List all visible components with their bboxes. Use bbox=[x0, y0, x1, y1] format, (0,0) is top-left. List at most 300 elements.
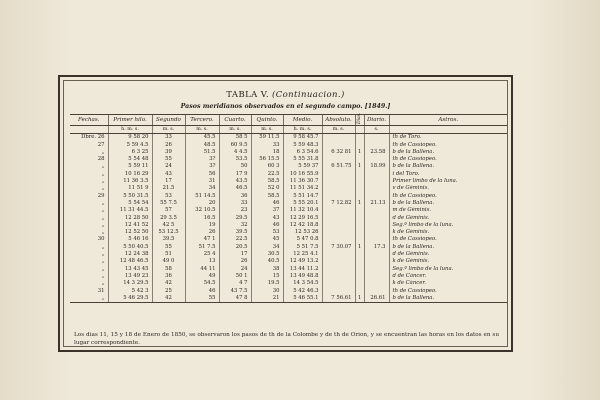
table-cell: 43 7.5 bbox=[219, 288, 251, 295]
table-cell bbox=[364, 266, 389, 273]
table-cell: th de Cassiopeo. bbox=[389, 156, 507, 163]
table-cell: 60 3 bbox=[251, 163, 283, 170]
table-cell: 55 bbox=[152, 156, 185, 163]
table-cell: 12 49 13.2 bbox=[283, 258, 322, 265]
table-cell: 5 59 48.3 bbox=[283, 142, 322, 149]
table-cell bbox=[322, 236, 355, 243]
table-cell: 13 bbox=[185, 258, 219, 265]
table-row bbox=[70, 288, 507, 295]
table-cell bbox=[355, 178, 364, 185]
table-cell: 42 bbox=[152, 295, 185, 303]
table-cell: 1 bbox=[355, 295, 364, 303]
table-cell: 46 bbox=[251, 222, 283, 229]
table-cell bbox=[364, 251, 389, 258]
table-cell: 22.5 bbox=[251, 171, 283, 178]
table-cell bbox=[322, 273, 355, 280]
table-cell: 57 bbox=[152, 207, 185, 214]
table-cell: 7 12.82 bbox=[322, 200, 355, 207]
table-cell bbox=[355, 266, 364, 273]
table-cell bbox=[364, 236, 389, 243]
table-cell bbox=[364, 280, 389, 287]
table-cell: „ bbox=[101, 272, 105, 279]
table-cell: 26.61 bbox=[364, 295, 389, 303]
table-cell: 12 48 46.5 bbox=[108, 258, 152, 265]
table-cell bbox=[355, 273, 364, 280]
table-cell: 53 bbox=[251, 229, 283, 236]
table-row bbox=[70, 171, 507, 178]
table-row bbox=[70, 185, 507, 192]
table-cell: 58.5 bbox=[251, 178, 283, 185]
table-cell bbox=[364, 288, 389, 295]
table-cell bbox=[364, 142, 389, 149]
table-cell: 42 5 bbox=[152, 222, 185, 229]
table-cell: 26 bbox=[219, 258, 251, 265]
table-cell: 11 31 44.5 bbox=[108, 207, 152, 214]
table-cell: 43.5 bbox=[219, 178, 251, 185]
column-header: Quinto. bbox=[251, 115, 283, 126]
table-cell: 47 1 bbox=[185, 236, 219, 243]
table-cell bbox=[364, 178, 389, 185]
units-row bbox=[70, 126, 507, 134]
table-cell: „ bbox=[101, 207, 105, 214]
table-cell bbox=[364, 193, 389, 200]
unit-label bbox=[389, 126, 507, 134]
table-cell: th de Cassiopeo. bbox=[389, 142, 507, 149]
table-cell: Seg.º limbo de la luna. bbox=[389, 266, 507, 273]
table-cell: 60 9.5 bbox=[219, 142, 251, 149]
table-cell: Seg.º limbo de la luna. bbox=[389, 222, 507, 229]
table-cell: 50 bbox=[219, 163, 251, 170]
table-inner-border bbox=[63, 80, 508, 347]
table-cell: 5 46 16 bbox=[108, 236, 152, 243]
table-cell: 51.5 bbox=[185, 149, 219, 156]
table-cell: 55 bbox=[152, 244, 185, 251]
table-cell: „ bbox=[70, 295, 108, 303]
table-cell: 11 32 10.4 bbox=[283, 207, 322, 214]
table-cell: 47 8 bbox=[219, 295, 251, 303]
header-row bbox=[70, 115, 507, 126]
table-cell: 11 36 30.7 bbox=[283, 178, 322, 185]
table-cell bbox=[322, 288, 355, 295]
observations-table-wrapper bbox=[70, 114, 507, 303]
table-cell: 10 16 29 bbox=[108, 171, 152, 178]
table-cell: k de Géminis. bbox=[389, 229, 507, 236]
table-cell: 29.5 bbox=[219, 215, 251, 222]
table-cell: 46 bbox=[185, 288, 219, 295]
table-cell: „ bbox=[101, 251, 105, 258]
table-cell bbox=[355, 251, 364, 258]
table-cell bbox=[364, 134, 389, 142]
table-cell: 12 52 50 bbox=[108, 229, 152, 236]
table-cell: 39.5 bbox=[152, 236, 185, 243]
table-cell: 19.5 bbox=[251, 280, 283, 287]
table-cell: 26 bbox=[152, 142, 185, 149]
table-cell: 24 bbox=[219, 266, 251, 273]
table-cell: 56 bbox=[185, 171, 219, 178]
table-cell: 20.5 bbox=[219, 244, 251, 251]
table-title bbox=[64, 90, 507, 100]
table-cell: 53 bbox=[152, 193, 185, 200]
table-cell: 5 55 31.8 bbox=[283, 156, 322, 163]
table-row bbox=[70, 229, 507, 236]
unit-label: m. s. bbox=[185, 126, 219, 134]
table-cell: 32 bbox=[219, 222, 251, 229]
table-cell: 6 3 25 bbox=[108, 149, 152, 156]
column-header: Segundo bbox=[152, 115, 185, 126]
table-subtitle: Pasos meridianos observados en el segundo campo. [1849.] bbox=[180, 103, 391, 110]
table-cell: „ bbox=[101, 148, 105, 155]
table-cell: 1 bbox=[355, 149, 364, 156]
table-row bbox=[70, 244, 507, 251]
unit-label: s. bbox=[364, 126, 389, 134]
table-cell: 7 30.07 bbox=[322, 244, 355, 251]
table-cell: Primer limbo de la luna. bbox=[389, 178, 507, 185]
table-cell: 7 56.61 bbox=[322, 295, 355, 303]
table-cell: 5 59 37 bbox=[283, 163, 322, 170]
column-header: Medio. bbox=[283, 115, 322, 126]
table-row bbox=[70, 134, 507, 142]
table-cell: 34 bbox=[185, 185, 219, 192]
table-cell: 11 51 9 bbox=[108, 185, 152, 192]
table-cell: 5 42 46.3 bbox=[283, 288, 322, 295]
observations-table bbox=[70, 114, 507, 303]
unit-label: m. s. bbox=[219, 126, 251, 134]
table-cell: 4 7 bbox=[219, 280, 251, 287]
table-cell: 17 bbox=[219, 251, 251, 258]
table-cell bbox=[322, 185, 355, 192]
table-cell: v de Géminis. bbox=[389, 185, 507, 192]
table-cell: 31 bbox=[185, 178, 219, 185]
table-cell: 50 1 bbox=[219, 273, 251, 280]
table-cell: 20 bbox=[185, 200, 219, 207]
table-cell: 10 16 55.9 bbox=[283, 171, 322, 178]
table-cell bbox=[364, 258, 389, 265]
table-cell: 1 bbox=[355, 200, 364, 207]
table-cell: „ bbox=[101, 243, 105, 250]
table-cell bbox=[355, 207, 364, 214]
table-cell: 13 43 45 bbox=[108, 266, 152, 273]
table-cell: b de la Ballena. bbox=[389, 200, 507, 207]
table-cell: 58 5 bbox=[219, 134, 251, 142]
table-cell: b de la Ballena. bbox=[389, 163, 507, 170]
table-cell: 21.5 bbox=[152, 185, 185, 192]
table-cell: 51 7.5 bbox=[185, 244, 219, 251]
table-cell: th de Cassiopeo. bbox=[389, 193, 507, 200]
table-row bbox=[70, 295, 507, 303]
unit-label: h. m. s. bbox=[108, 126, 152, 134]
table-cell: 5 46 55.1 bbox=[283, 295, 322, 303]
table-cell bbox=[364, 222, 389, 229]
table-cell: 30 bbox=[251, 288, 283, 295]
table-cell: 55 bbox=[185, 295, 219, 303]
table-cell bbox=[355, 156, 364, 163]
table-cell bbox=[322, 222, 355, 229]
table-cell: 34 bbox=[251, 244, 283, 251]
table-cell: 21 bbox=[251, 295, 283, 303]
table-cell: 13 49 48.8 bbox=[283, 273, 322, 280]
table-cell: 12 25 4.1 bbox=[283, 251, 322, 258]
table-cell: 5 42 3 bbox=[108, 288, 152, 295]
table-cell bbox=[322, 193, 355, 200]
table-row bbox=[70, 280, 507, 287]
table-cell: 45.5 bbox=[185, 134, 219, 142]
table-cell: 12 42 18.8 bbox=[283, 222, 322, 229]
table-cell: „ bbox=[101, 258, 105, 265]
table-cell: 53.5 bbox=[219, 156, 251, 163]
table-row bbox=[70, 142, 507, 149]
table-cell: 5 55 20.1 bbox=[283, 200, 322, 207]
table-cell bbox=[322, 251, 355, 258]
column-header: Primer hilo. bbox=[108, 115, 152, 126]
table-title-continuation: (Continuacion.) bbox=[272, 90, 345, 100]
table-cell: th de Cassiopeo. bbox=[389, 288, 507, 295]
table-cell: 25 bbox=[152, 288, 185, 295]
table-cell: 6 32 81 bbox=[322, 149, 355, 156]
table-row bbox=[70, 156, 507, 163]
table-cell: k de Géminis. bbox=[389, 258, 507, 265]
footnote: Los dias 11, 15 y 18 de Enero de 1850, se observaron los pasos de th de la Colombe y de th de Orion, y se encuentran las horas en los datos en su lugar correspondiente. bbox=[74, 332, 499, 346]
table-cell: 39.5 bbox=[219, 229, 251, 236]
table-cell bbox=[322, 207, 355, 214]
table-cell: 59 11.5 bbox=[251, 134, 283, 142]
table-cell: 17 bbox=[152, 178, 185, 185]
table-cell: 12 24 38 bbox=[108, 251, 152, 258]
table-cell bbox=[355, 185, 364, 192]
table-cell: 5 50 40.5 bbox=[108, 244, 152, 251]
table-cell bbox=[355, 229, 364, 236]
table-cell: 39 bbox=[152, 149, 185, 156]
table-cell: „ bbox=[101, 280, 105, 287]
table-cell: 51 14.5 bbox=[185, 193, 219, 200]
table-cell: 12 29 16.5 bbox=[283, 215, 322, 222]
table-cell bbox=[322, 280, 355, 287]
table-cell: „ bbox=[101, 265, 105, 272]
unit-label: m. s. bbox=[152, 126, 185, 134]
column-header: Fechas. bbox=[70, 115, 108, 126]
table-cell: 18 bbox=[251, 149, 283, 156]
table-cell: 43 bbox=[152, 171, 185, 178]
table-cell bbox=[322, 178, 355, 185]
table-cell: 49 bbox=[185, 273, 219, 280]
table-cell: 5 51 7.5 bbox=[283, 244, 322, 251]
table-cell: 31 bbox=[97, 287, 105, 294]
table-cell: 46.5 bbox=[219, 185, 251, 192]
table-cell: 6 51.75 bbox=[322, 163, 355, 170]
table-cell bbox=[322, 142, 355, 149]
table-row bbox=[70, 178, 507, 185]
table-cell: 5 51 14.7 bbox=[283, 193, 322, 200]
table-cell: 55 7.5 bbox=[152, 200, 185, 207]
table-cell: b de la Ballena. bbox=[389, 295, 507, 303]
table-cell: 58.5 bbox=[251, 193, 283, 200]
table-cell: 17 9 bbox=[219, 171, 251, 178]
table-row bbox=[70, 215, 507, 222]
column-header: Tercero. bbox=[185, 115, 219, 126]
table-cell bbox=[355, 258, 364, 265]
table-cell: 6 3 54.6 bbox=[283, 149, 322, 156]
unit-label bbox=[355, 126, 364, 134]
table-cell: 45 bbox=[251, 236, 283, 243]
table-row bbox=[70, 207, 507, 214]
table-cell: 17.3 bbox=[364, 244, 389, 251]
table-cell: 11 36 3.5 bbox=[108, 178, 152, 185]
table-cell: „ bbox=[101, 185, 105, 192]
table-cell bbox=[364, 273, 389, 280]
table-cell: „ bbox=[101, 221, 105, 228]
table-cell bbox=[355, 142, 364, 149]
table-cell: i del Toro. bbox=[389, 171, 507, 178]
table-cell: 42 bbox=[152, 280, 185, 287]
table-row bbox=[70, 222, 507, 229]
table-cell: 49 0 bbox=[152, 258, 185, 265]
table-cell: 26 bbox=[185, 229, 219, 236]
table-row bbox=[70, 236, 507, 243]
table-cell: 25 4 bbox=[185, 251, 219, 258]
table-cell: b de la Ballena. bbox=[389, 149, 507, 156]
table-cell: 13 49 23 bbox=[108, 273, 152, 280]
table-cell: 12 41 52 bbox=[108, 222, 152, 229]
table-cell bbox=[322, 215, 355, 222]
table-cell bbox=[364, 156, 389, 163]
unit-label: m. s. bbox=[251, 126, 283, 134]
table-cell: 33 bbox=[219, 200, 251, 207]
table-cell: 29 3.5 bbox=[152, 215, 185, 222]
table-cell: 14 3 54.5 bbox=[283, 280, 322, 287]
table-row bbox=[70, 163, 507, 170]
table-cell: „ bbox=[101, 178, 105, 185]
table-cell: „ bbox=[101, 229, 105, 236]
table-cell: 22.5 bbox=[219, 236, 251, 243]
table-cell: 27 bbox=[97, 141, 105, 148]
table-row bbox=[70, 258, 507, 265]
table-cell: 12 53 26 bbox=[283, 229, 322, 236]
column-header: Absoluto. bbox=[322, 115, 355, 126]
unit-label bbox=[70, 126, 108, 134]
table-cell: 37 bbox=[251, 207, 283, 214]
table-cell bbox=[355, 171, 364, 178]
column-header: Diario. bbox=[364, 115, 389, 126]
table-row bbox=[70, 200, 507, 207]
table-cell: 53 12.5 bbox=[152, 229, 185, 236]
table-cell: th de Toro. bbox=[389, 134, 507, 142]
table-body bbox=[70, 134, 507, 303]
table-cell: d de Géminis. bbox=[389, 251, 507, 258]
table-cell: 30.5 bbox=[251, 251, 283, 258]
table-row bbox=[70, 273, 507, 280]
table-row bbox=[70, 149, 507, 156]
table-cell bbox=[364, 215, 389, 222]
table-cell: 13 44 11.2 bbox=[283, 266, 322, 273]
table-cell: 51 bbox=[152, 251, 185, 258]
table-cell bbox=[355, 288, 364, 295]
table-cell: „ bbox=[101, 163, 105, 170]
table-cell: 29 bbox=[97, 192, 105, 199]
table-cell: 9 58 45.7 bbox=[283, 134, 322, 142]
column-header: Astros. bbox=[389, 115, 507, 126]
table-cell: 19 bbox=[185, 222, 219, 229]
table-cell: 23 bbox=[219, 207, 251, 214]
table-row bbox=[70, 266, 507, 273]
table-cell: 18.99 bbox=[364, 163, 389, 170]
table-cell bbox=[364, 171, 389, 178]
table-cell bbox=[364, 207, 389, 214]
table-cell: „ bbox=[101, 214, 105, 221]
table-cell: 23.58 bbox=[364, 149, 389, 156]
table-cell: 44 11 bbox=[185, 266, 219, 273]
table-cell: 21.13 bbox=[364, 200, 389, 207]
table-cell bbox=[355, 193, 364, 200]
table-cell: 33 bbox=[251, 142, 283, 149]
table-cell bbox=[322, 266, 355, 273]
table-row bbox=[70, 251, 507, 258]
table-cell: 1 bbox=[355, 163, 364, 170]
table-cell: 32 10.5 bbox=[185, 207, 219, 214]
table-cell: 36 bbox=[152, 273, 185, 280]
unit-label: m. s. bbox=[322, 126, 355, 134]
table-cell bbox=[322, 171, 355, 178]
table-cell: 54.5 bbox=[185, 280, 219, 287]
table-cell: 3? bbox=[185, 163, 219, 170]
table-row bbox=[70, 193, 507, 200]
table-cell: 38 bbox=[251, 266, 283, 273]
table-cell: 5 47 0.8 bbox=[283, 236, 322, 243]
table-cell: d de Géminis. bbox=[389, 215, 507, 222]
table-cell: 1 bbox=[355, 244, 364, 251]
table-cell: 46 bbox=[251, 200, 283, 207]
table-cell: d de Cáncer. bbox=[389, 273, 507, 280]
table-cell: 12 28 50 bbox=[108, 215, 152, 222]
table-cell: 24 bbox=[152, 163, 185, 170]
table-cell: 5 50 31.5 bbox=[108, 193, 152, 200]
table-cell bbox=[364, 229, 389, 236]
table-cell bbox=[355, 280, 364, 287]
table-cell bbox=[322, 156, 355, 163]
table-cell: 14 3 29.5 bbox=[108, 280, 152, 287]
table-cell: 43 bbox=[251, 215, 283, 222]
table-frame bbox=[58, 75, 513, 352]
table-cell: 5 59 11 bbox=[108, 163, 152, 170]
table-cell: 15 bbox=[251, 273, 283, 280]
table-cell bbox=[322, 134, 355, 142]
table-cell: 30 bbox=[97, 236, 105, 243]
table-cell: Dbre. 26 bbox=[81, 134, 105, 141]
table-cell: th de Cassiopeo. bbox=[389, 236, 507, 243]
table-cell bbox=[355, 236, 364, 243]
table-cell bbox=[322, 258, 355, 265]
table-cell: 52 0 bbox=[251, 185, 283, 192]
table-cell: 48.5 bbox=[185, 142, 219, 149]
table-cell: 40.5 bbox=[251, 258, 283, 265]
table-cell: 28 bbox=[97, 156, 105, 163]
table-cell: 5 46 29.5 bbox=[108, 295, 152, 303]
column-header: Dias. bbox=[357, 112, 362, 124]
unit-label: h. m. s. bbox=[283, 126, 322, 134]
table-cell bbox=[355, 134, 364, 142]
table-cell: k de Cáncer. bbox=[389, 280, 507, 287]
table-cell: 11 51 34.2 bbox=[283, 185, 322, 192]
table-cell: 5 59 4.5 bbox=[108, 142, 152, 149]
table-title-main: TABLA V. bbox=[226, 90, 269, 100]
table-cell: „ bbox=[101, 199, 105, 206]
table-cell bbox=[322, 229, 355, 236]
table-cell: 58 bbox=[152, 266, 185, 273]
table-cell: b de la Ballena. bbox=[389, 244, 507, 251]
table-cell: 5 54 48 bbox=[108, 156, 152, 163]
table-cell: 5 54 54 bbox=[108, 200, 152, 207]
table-cell bbox=[364, 185, 389, 192]
table-cell: 9 58 20 bbox=[108, 134, 152, 142]
table-cell bbox=[355, 215, 364, 222]
